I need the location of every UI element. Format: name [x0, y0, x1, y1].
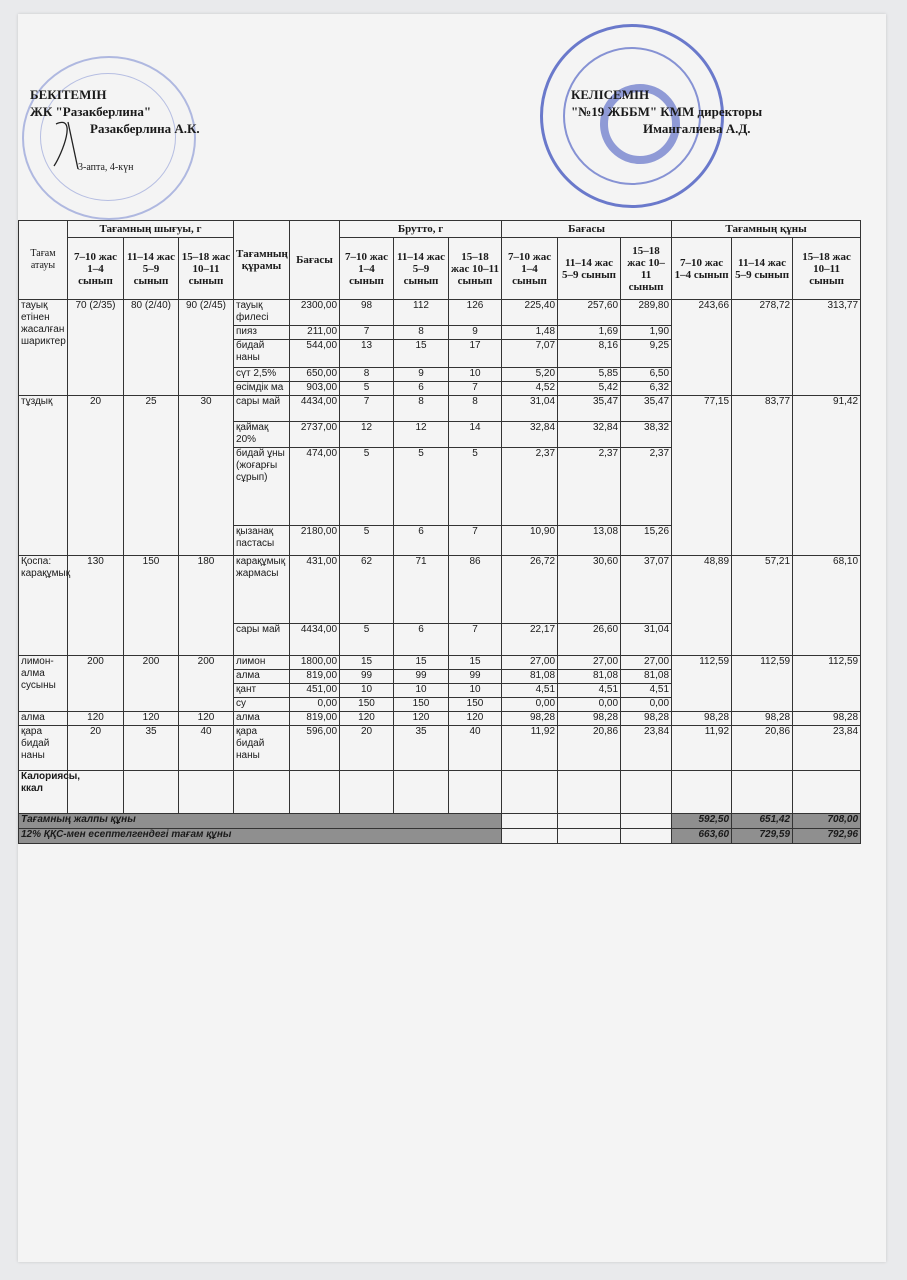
ingredient-name: қара бидай наны [234, 726, 290, 771]
cost-value: 289,80 [621, 300, 672, 326]
ingredient-name: сары май [234, 624, 290, 656]
ingredient-price: 596,00 [290, 726, 340, 771]
vat-age-1: 663,60 [672, 829, 732, 844]
dish-name: қара бидай наны [19, 726, 68, 771]
approve-signer: Разакберлина А.К. [90, 121, 200, 136]
brutto-value: 6 [394, 526, 449, 556]
brutto-value: 7 [449, 382, 502, 396]
cost-value: 4,52 [502, 382, 558, 396]
yield-value: 120 [68, 712, 124, 726]
agree-label: КЕЛІСЕМІН [571, 87, 650, 102]
ingredient-price: 2737,00 [290, 422, 340, 448]
cost-value: 1,48 [502, 326, 558, 340]
cost-value: 81,08 [621, 670, 672, 684]
ingredient-price: 819,00 [290, 712, 340, 726]
cost-value: 6,32 [621, 382, 672, 396]
dish-cost-value: 48,89 [672, 556, 732, 656]
ingredient-price: 474,00 [290, 448, 340, 526]
dish-cost-value: 112,59 [672, 656, 732, 712]
dish-cost-age-2: 11–14 жас 5–9 сынып [732, 238, 793, 300]
cost-value: 26,72 [502, 556, 558, 624]
yield-value: 30 [179, 396, 234, 556]
yield-age-2: 11–14 жас 5–9 сынып [124, 238, 179, 300]
brutto-value: 5 [340, 526, 394, 556]
total-label: Тағамның жалпы құны [19, 814, 502, 829]
dish-cost-value: 98,28 [672, 712, 732, 726]
ingredient-name: қант [234, 684, 290, 698]
yield-value: 120 [179, 712, 234, 726]
vat-age-2: 729,59 [732, 829, 793, 844]
cost-value: 6,50 [621, 368, 672, 382]
cost-value: 38,32 [621, 422, 672, 448]
ingredient-price: 1800,00 [290, 656, 340, 670]
dish-cost-value: 23,84 [793, 726, 861, 771]
signature-mark [48, 114, 98, 174]
ingredient-name: пияз [234, 326, 290, 340]
menu-cost-table [18, 220, 861, 844]
cost-age-2: 11–14 жас 5–9 сынып [558, 238, 621, 300]
brutto-value: 126 [449, 300, 502, 326]
brutto-value: 71 [394, 556, 449, 624]
brutto-age-1: 7–10 жас 1–4 сынып [340, 238, 394, 300]
dish-cost-value: 98,28 [793, 712, 861, 726]
ingredient-name: алма [234, 670, 290, 684]
yield-value: 20 [68, 396, 124, 556]
ingredient-name: қаймақ 20% [234, 422, 290, 448]
brutto-value: 99 [394, 670, 449, 684]
table-row [19, 396, 861, 422]
brutto-value: 6 [394, 624, 449, 656]
ingredient-name: лимон [234, 656, 290, 670]
yield-age-1: 7–10 жас 1–4 сынып [68, 238, 124, 300]
ingredient-price: 2300,00 [290, 300, 340, 326]
approve-org: ЖК "Разакберлина" [30, 104, 152, 119]
brutto-value: 20 [340, 726, 394, 771]
brutto-header: Брутто, г [340, 221, 502, 238]
brutto-value: 5 [394, 448, 449, 526]
cost-value: 9,25 [621, 340, 672, 368]
yield-value: 40 [179, 726, 234, 771]
cost-value: 5,20 [502, 368, 558, 382]
ingredient-name: қызанақ пастасы [234, 526, 290, 556]
brutto-value: 98 [340, 300, 394, 326]
cost-value: 81,08 [558, 670, 621, 684]
dish-cost-value: 243,66 [672, 300, 732, 396]
yield-header: Тағамның шығуы, г [68, 221, 234, 238]
yield-value: 200 [124, 656, 179, 712]
dish-cost-value: 83,77 [732, 396, 793, 556]
brutto-value: 7 [340, 326, 394, 340]
cost-value: 31,04 [621, 624, 672, 656]
yield-value: 150 [124, 556, 179, 656]
yield-value: 90 (2/45) [179, 300, 234, 396]
cost-value: 15,26 [621, 526, 672, 556]
cost-value: 31,04 [502, 396, 558, 422]
cost-value: 0,00 [502, 698, 558, 712]
table-row [19, 556, 861, 624]
cost-value: 4,51 [558, 684, 621, 698]
brutto-value: 10 [394, 684, 449, 698]
dish-cost-age-1: 7–10 жас 1–4 сынып [672, 238, 732, 300]
cost-value: 1,69 [558, 326, 621, 340]
cost-header: Бағасы [502, 221, 672, 238]
dish-cost-value: 313,77 [793, 300, 861, 396]
brutto-value: 8 [394, 396, 449, 422]
brutto-value: 99 [340, 670, 394, 684]
brutto-value: 10 [340, 684, 394, 698]
brutto-value: 86 [449, 556, 502, 624]
yield-value: 70 (2/35) [68, 300, 124, 396]
dish-cost-value: 57,21 [732, 556, 793, 656]
cost-value: 23,84 [621, 726, 672, 771]
cost-value: 7,07 [502, 340, 558, 368]
cost-value: 5,85 [558, 368, 621, 382]
brutto-value: 15 [340, 656, 394, 670]
cost-age-3: 15–18 жас 10–11 сынып [621, 238, 672, 300]
cost-value: 27,00 [558, 656, 621, 670]
price-header: Бағасы [290, 221, 340, 300]
ingredient-price: 4434,00 [290, 624, 340, 656]
table-row [19, 656, 861, 670]
composition-header: Тағамның құрамы [234, 221, 290, 300]
dish-cost-age-3: 15–18 жас 10–11 сынып [793, 238, 861, 300]
brutto-age-2: 11–14 жас 5–9 сынып [394, 238, 449, 300]
ingredient-name: тауық филесі [234, 300, 290, 326]
ingredient-name: карақұмық жармасы [234, 556, 290, 624]
calorie-row [19, 771, 861, 814]
cost-value: 32,84 [558, 422, 621, 448]
dish-name: тұздық [19, 396, 68, 556]
ingredient-name: өсімдік ма [234, 382, 290, 396]
yield-value: 200 [179, 656, 234, 712]
brutto-value: 150 [394, 698, 449, 712]
dish-cost-value: 77,15 [672, 396, 732, 556]
dish-cost-value: 278,72 [732, 300, 793, 396]
brutto-value: 8 [340, 368, 394, 382]
approve-label: БЕКІТЕМІН [30, 87, 107, 102]
ingredient-price: 4434,00 [290, 396, 340, 422]
document-page [18, 14, 886, 1262]
dish-header: Тағам атауы [19, 221, 68, 300]
brutto-value: 15 [394, 656, 449, 670]
brutto-value: 112 [394, 300, 449, 326]
ingredient-price: 431,00 [290, 556, 340, 624]
yield-value: 25 [124, 396, 179, 556]
cost-value: 26,60 [558, 624, 621, 656]
brutto-value: 8 [394, 326, 449, 340]
week-day-note: 3-апта, 4-күн [78, 162, 134, 173]
cost-value: 30,60 [558, 556, 621, 624]
cost-value: 1,90 [621, 326, 672, 340]
dish-cost-value: 20,86 [732, 726, 793, 771]
brutto-value: 17 [449, 340, 502, 368]
brutto-value: 7 [340, 396, 394, 422]
ingredient-price: 819,00 [290, 670, 340, 684]
cost-value: 35,47 [558, 396, 621, 422]
brutto-value: 150 [340, 698, 394, 712]
brutto-value: 9 [394, 368, 449, 382]
brutto-value: 120 [340, 712, 394, 726]
brutto-value: 12 [340, 422, 394, 448]
brutto-value: 10 [449, 684, 502, 698]
brutto-value: 150 [449, 698, 502, 712]
dish-cost-value: 112,59 [793, 656, 861, 712]
cost-value: 0,00 [621, 698, 672, 712]
yield-value: 35 [124, 726, 179, 771]
dish-name: алма [19, 712, 68, 726]
cost-value: 98,28 [558, 712, 621, 726]
approval-block-right [571, 86, 762, 137]
vat-age-3: 792,96 [793, 829, 861, 844]
cost-value: 81,08 [502, 670, 558, 684]
brutto-value: 5 [340, 624, 394, 656]
brutto-value: 7 [449, 624, 502, 656]
ingredient-price: 2180,00 [290, 526, 340, 556]
cost-value: 2,37 [502, 448, 558, 526]
cost-value: 27,00 [621, 656, 672, 670]
brutto-value: 120 [394, 712, 449, 726]
brutto-value: 35 [394, 726, 449, 771]
cost-value: 225,40 [502, 300, 558, 326]
cost-value: 8,16 [558, 340, 621, 368]
table-row [19, 300, 861, 326]
cost-value: 10,90 [502, 526, 558, 556]
dish-cost-value: 91,42 [793, 396, 861, 556]
ingredient-name: сары май [234, 396, 290, 422]
yield-value: 200 [68, 656, 124, 712]
brutto-age-3: 15–18 жас 10–11 сынып [449, 238, 502, 300]
ingredient-price: 903,00 [290, 382, 340, 396]
yield-value: 180 [179, 556, 234, 656]
table-row [19, 726, 861, 771]
total-age-2: 651,42 [732, 814, 793, 829]
brutto-value: 7 [449, 526, 502, 556]
brutto-value: 62 [340, 556, 394, 624]
ingredient-name: су [234, 698, 290, 712]
cost-value: 13,08 [558, 526, 621, 556]
yield-value: 120 [124, 712, 179, 726]
brutto-value: 10 [449, 368, 502, 382]
vat-label: 12% ҚҚС-мен есептелгендегі тағам құны [19, 829, 502, 844]
cost-value: 5,42 [558, 382, 621, 396]
cost-value: 4,51 [621, 684, 672, 698]
total-age-3: 708,00 [793, 814, 861, 829]
brutto-value: 40 [449, 726, 502, 771]
brutto-value: 120 [449, 712, 502, 726]
ingredient-price: 211,00 [290, 326, 340, 340]
yield-value: 20 [68, 726, 124, 771]
ingredient-name: сүт 2,5% [234, 368, 290, 382]
brutto-value: 14 [449, 422, 502, 448]
brutto-value: 9 [449, 326, 502, 340]
table-body [19, 300, 861, 771]
ingredient-name: бидай наны [234, 340, 290, 368]
cost-value: 257,60 [558, 300, 621, 326]
dish-cost-value: 112,59 [732, 656, 793, 712]
brutto-value: 99 [449, 670, 502, 684]
dish-name: Қоспа: карақұмық [19, 556, 68, 656]
cost-value: 2,37 [621, 448, 672, 526]
brutto-value: 12 [394, 422, 449, 448]
brutto-value: 5 [449, 448, 502, 526]
ingredient-name: алма [234, 712, 290, 726]
agree-org: "№19 ЖББМ" КММ директоры [571, 104, 763, 119]
cost-value: 22,17 [502, 624, 558, 656]
dish-cost-value: 68,10 [793, 556, 861, 656]
cost-value: 4,51 [502, 684, 558, 698]
dish-cost-header: Тағамның құны [672, 221, 861, 238]
dish-cost-value: 98,28 [732, 712, 793, 726]
cost-value: 2,37 [558, 448, 621, 526]
cost-value: 27,00 [502, 656, 558, 670]
brutto-value: 8 [449, 396, 502, 422]
cost-value: 35,47 [621, 396, 672, 422]
brutto-value: 5 [340, 448, 394, 526]
cost-value: 98,28 [502, 712, 558, 726]
ingredient-name: бидай ұны (жоғарғы сұрып) [234, 448, 290, 526]
vat-row [19, 829, 861, 844]
brutto-value: 13 [340, 340, 394, 368]
ingredient-price: 544,00 [290, 340, 340, 368]
cost-value: 0,00 [558, 698, 621, 712]
calorie-label: Калориясы, ккал [19, 771, 68, 814]
agree-signer: Имангалиева А.Д. [643, 121, 751, 136]
ingredient-price: 0,00 [290, 698, 340, 712]
total-age-1: 592,50 [672, 814, 732, 829]
cost-value: 32,84 [502, 422, 558, 448]
cost-value: 98,28 [621, 712, 672, 726]
cost-age-1: 7–10 жас 1–4 сынып [502, 238, 558, 300]
yield-age-3: 15–18 жас 10–11 сынып [179, 238, 234, 300]
brutto-value: 6 [394, 382, 449, 396]
table-row [19, 712, 861, 726]
ingredient-price: 451,00 [290, 684, 340, 698]
cost-value: 11,92 [502, 726, 558, 771]
dish-name: лимон-алма сусыны [19, 656, 68, 712]
brutto-value: 5 [340, 382, 394, 396]
dish-cost-value: 11,92 [672, 726, 732, 771]
yield-value: 130 [68, 556, 124, 656]
ingredient-price: 650,00 [290, 368, 340, 382]
cost-value: 37,07 [621, 556, 672, 624]
cost-value: 20,86 [558, 726, 621, 771]
brutto-value: 15 [449, 656, 502, 670]
brutto-value: 15 [394, 340, 449, 368]
dish-name: тауық етінен жасалған шариктер [19, 300, 68, 396]
yield-value: 80 (2/40) [124, 300, 179, 396]
total-row [19, 814, 861, 829]
